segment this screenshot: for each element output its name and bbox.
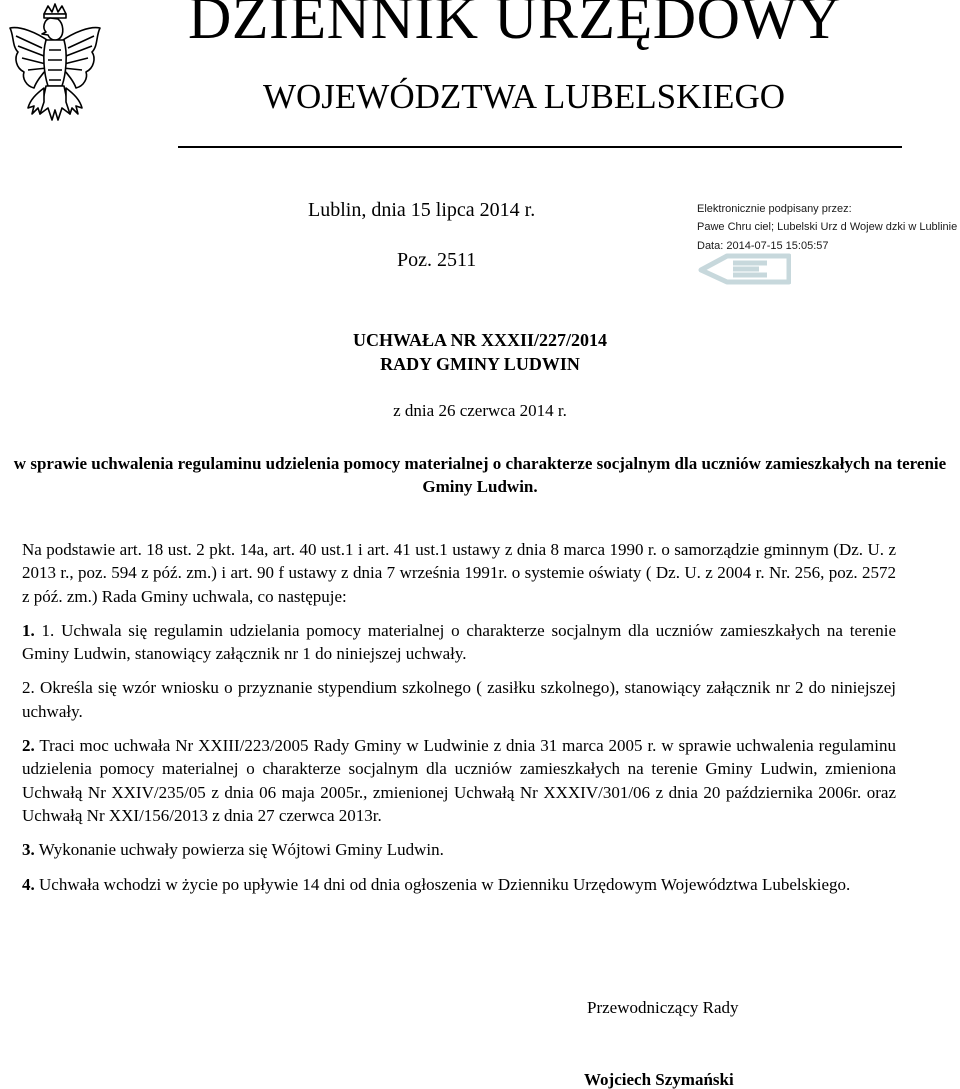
masthead-subtitle: WOJEWÓDZTWA LUBELSKIEGO	[263, 77, 785, 116]
signature-label: Elektronicznie podpisany przez:	[697, 203, 852, 215]
resolution-title: UCHWAŁA NR XXXII/227/2014	[352, 330, 608, 350]
preamble-paragraph	[0, 538, 896, 608]
section-4-paragraph	[0, 873, 896, 896]
signature-date: Data: 2014-07-15 15:05:57	[697, 240, 829, 252]
preamble-text: Na podstawie art. 18 ust. 2 pkt. 14a, art. 40 ust.1 i art. 41 ust.1 ustawy z dnia 8 marca 1990 r. o samorządzie gminnym (Dz. U. z 2013 r., poz. 594 z póź. zm.) i art. 90 f ustawy z dnia 7 września 1991r. o systemie oświaty ( Dz. U. z 2004 r. Nr. 256, poz. 2572 z póź. zm.) Rada Gminy uchwala, co następuje:	[22, 540, 896, 606]
section-3-paragraph	[0, 838, 896, 861]
position-number: Poz. 2511	[397, 249, 477, 271]
resolution-body	[0, 538, 896, 896]
section-4-label: 4.	[22, 874, 35, 894]
chair-title: Przewodniczący Rady	[587, 998, 739, 1017]
resolution-subject	[0, 452, 960, 498]
section-1-text: 1. Uchwala się regulamin udzielania pomocy materialnej o charakterze socjalnym dla uczniów zamieszkałych na terenie Gminy Ludwin, stanowiący załącznik nr 1 do niniejszej uchwały.	[22, 620, 897, 664]
section-4-text: Uchwała wchodzi w życie po upływie 14 dni od dnia ogłoszenia w Dzienniku Urzędowym Województwa Lubelskiego.	[39, 874, 851, 894]
section-2-paragraph	[0, 734, 896, 827]
masthead-title: DZIENNIK URZĘDOWY	[188, 0, 842, 51]
section-3-text: Wykonanie uchwały powierza się Wójtowi Gminy Ludwin.	[38, 840, 444, 860]
resolution-subject-text: w sprawie uchwalenia regulaminu udzielenia pomocy materialnej o charakterze socjalnym dla uczniów zamieszkałych na terenie Gminy Ludwin.	[13, 454, 947, 496]
section-1-paragraph-2-text: 2. Określa się wzór wniosku o przyznanie stypendium szkolnego ( zasiłku szkolnego), stanowiący załącznik nr 2 do niniejszej uchwały.	[22, 678, 896, 721]
section-3-label: 3.	[22, 840, 35, 860]
signature-signer: Pawe Chru ciel; Lubelski Urz d Wojew dzki w Lublinie	[697, 221, 958, 233]
section-1-paragraph	[0, 619, 896, 666]
eagle-emblem-icon	[6, 2, 104, 142]
section-1-paragraph-2	[0, 676, 896, 723]
masthead-divider	[178, 146, 902, 148]
signature-seal-icon	[697, 252, 791, 286]
section-1-label: 1.	[22, 620, 35, 640]
electronic-signature-stamp	[697, 204, 960, 286]
resolution-council: RADY GMINY LUDWIN	[380, 354, 580, 374]
chair-name: Wojciech Szymański	[584, 1070, 734, 1089]
section-2-label: 2.	[22, 736, 35, 756]
section-2-text: Traci moc uchwała Nr XXIII/223/2005 Rady Gminy w Ludwinie z dnia 31 marca 2005 r. w sprawie uchwalenia regulaminu udzielenia pomocy materialnej o charakterze socjalnym dla uczniów zamieszkałych na terenie Gminy Ludwin, zmieniona Uchwałą Nr XXIV/235/05 z dnia 06 maja 2005r., zmienionej Uchwałą Nr XXXIV/301/06 z dnia 20 października 2006r. oraz Uchwałą Nr XXI/156/2013 z dnia 27 czerwca 2013r.	[22, 736, 897, 825]
resolution-date: z dnia 26 czerwca 2014 r.	[393, 401, 567, 420]
place-and-date: Lublin, dnia 15 lipca 2014 r.	[308, 199, 536, 221]
